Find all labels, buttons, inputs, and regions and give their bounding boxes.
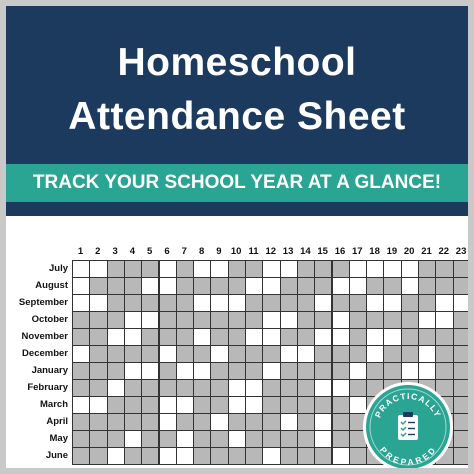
attendance-cell[interactable] [297,447,315,465]
attendance-cell[interactable] [176,311,194,329]
attendance-cell[interactable] [141,430,159,448]
month-row-label: December [22,348,68,359]
attendance-cell[interactable] [193,430,211,448]
attendance-cell[interactable] [89,328,107,346]
attendance-cell[interactable] [159,294,177,312]
attendance-cell[interactable] [366,362,384,380]
attendance-cell[interactable] [314,311,332,329]
attendance-cell[interactable] [332,311,350,329]
attendance-cell[interactable] [159,311,177,329]
attendance-cell[interactable] [107,396,125,414]
attendance-cell[interactable] [159,362,177,380]
attendance-cell[interactable] [107,379,125,397]
attendance-cell[interactable] [159,345,177,363]
attendance-cell[interactable] [262,311,280,329]
attendance-cell[interactable] [72,396,90,414]
attendance-cell[interactable] [418,294,436,312]
attendance-cell[interactable] [124,396,142,414]
day-column-header: 15 [317,246,328,257]
attendance-cell[interactable] [297,294,315,312]
day-column-header: 20 [403,246,415,257]
attendance-cell[interactable] [314,328,332,346]
attendance-cell[interactable] [193,413,211,431]
attendance-cell[interactable] [89,311,107,329]
attendance-cell[interactable] [193,345,211,363]
attendance-cell[interactable] [89,362,107,380]
attendance-cell[interactable] [228,362,246,380]
attendance-cell[interactable] [72,260,90,278]
attendance-cell[interactable] [107,294,125,312]
attendance-cell[interactable] [453,260,468,278]
month-row-label: April [46,416,68,427]
attendance-cell[interactable] [314,345,332,363]
attendance-cell[interactable] [228,345,246,363]
attendance-cell[interactable] [245,430,263,448]
attendance-cell[interactable] [383,294,401,312]
attendance-cell[interactable] [383,362,401,380]
attendance-cell[interactable] [193,260,211,278]
attendance-cell[interactable] [280,277,298,295]
attendance-cell[interactable] [297,413,315,431]
attendance-cell[interactable] [332,328,350,346]
attendance-cell[interactable] [280,447,298,465]
page-title [6,36,468,144]
attendance-cell[interactable] [453,447,468,465]
attendance-cell[interactable] [453,396,468,414]
attendance-cell[interactable] [210,379,228,397]
month-row-label: August [35,280,68,291]
attendance-cell[interactable] [383,311,401,329]
day-column-header: 5 [147,246,153,257]
attendance-cell[interactable] [228,396,246,414]
attendance-cell[interactable] [453,294,468,312]
attendance-cell[interactable] [245,260,263,278]
day-column-header: 18 [369,246,380,257]
month-row-label: February [27,382,68,393]
day-column-header: 1 [77,246,84,257]
attendance-cell[interactable] [383,345,401,363]
month-row-label: June [45,450,68,461]
attendance-cell[interactable] [89,379,107,397]
attendance-cell[interactable] [124,260,142,278]
attendance-cell[interactable] [418,311,436,329]
attendance-cell[interactable] [435,277,453,295]
attendance-cell[interactable] [280,328,298,346]
attendance-cell[interactable] [245,379,263,397]
attendance-cell[interactable] [89,294,107,312]
month-row-label: October [31,314,68,325]
attendance-cell[interactable] [72,379,90,397]
attendance-cell[interactable] [314,396,332,414]
attendance-cell[interactable] [280,362,298,380]
attendance-cell[interactable] [418,345,436,363]
attendance-cell[interactable] [107,260,125,278]
attendance-cell[interactable] [366,328,384,346]
attendance-cell[interactable] [124,294,142,312]
attendance-cell[interactable] [107,328,125,346]
attendance-cell[interactable] [401,345,419,363]
attendance-cell[interactable] [124,379,142,397]
attendance-cell[interactable] [366,277,384,295]
day-column-header: 9 [216,246,222,257]
attendance-cell[interactable] [245,362,263,380]
attendance-cell[interactable] [262,328,280,346]
attendance-cell[interactable] [176,277,194,295]
attendance-cell[interactable] [453,345,468,363]
attendance-cell[interactable] [332,345,350,363]
attendance-cell[interactable] [349,345,367,363]
day-column-header: 11 [248,246,259,257]
attendance-cell[interactable] [383,277,401,295]
attendance-cell[interactable] [72,430,90,448]
day-column-header: 7 [181,246,187,257]
seal-graphic [366,385,450,468]
attendance-cell[interactable] [401,328,419,346]
month-row-label: July [48,263,68,274]
attendance-cell[interactable] [159,328,177,346]
attendance-cell[interactable] [159,413,177,431]
attendance-cell[interactable] [228,328,246,346]
attendance-cell[interactable] [349,260,367,278]
attendance-cell[interactable] [124,362,142,380]
attendance-cell[interactable] [453,379,468,397]
attendance-cell[interactable] [176,413,194,431]
attendance-cell[interactable] [262,345,280,363]
attendance-cell[interactable] [418,362,436,380]
attendance-cell[interactable] [124,430,142,448]
attendance-cell[interactable] [159,447,177,465]
attendance-cell[interactable] [349,379,367,397]
attendance-cell[interactable] [401,260,419,278]
attendance-cell[interactable] [332,277,350,295]
attendance-cell[interactable] [297,328,315,346]
attendance-cell[interactable] [332,379,350,397]
attendance-cell[interactable] [72,328,90,346]
attendance-cell[interactable] [141,277,159,295]
attendance-cell[interactable] [72,311,90,329]
attendance-cell[interactable] [245,345,263,363]
attendance-cell[interactable] [210,447,228,465]
practically-prepared-seal [363,382,453,468]
attendance-cell[interactable] [435,311,453,329]
attendance-cell[interactable] [245,277,263,295]
attendance-cell[interactable] [314,430,332,448]
attendance-cell[interactable] [349,396,367,414]
attendance-cell[interactable] [72,345,90,363]
attendance-cell[interactable] [89,413,107,431]
attendance-cell[interactable] [332,396,350,414]
attendance-cell[interactable] [210,430,228,448]
day-column-header: 4 [129,246,136,257]
attendance-cell[interactable] [314,294,332,312]
attendance-cell[interactable] [401,311,419,329]
attendance-cell[interactable] [297,345,315,363]
attendance-cell[interactable] [107,430,125,448]
attendance-cell[interactable] [349,362,367,380]
day-column-header: 13 [282,246,294,257]
header-band [6,6,468,216]
attendance-cell[interactable] [228,260,246,278]
attendance-cell[interactable] [349,277,367,295]
attendance-cell[interactable] [453,362,468,380]
attendance-cell[interactable] [107,311,125,329]
title-line-1: Homeschool [117,41,357,84]
attendance-cell[interactable] [401,362,419,380]
attendance-cell[interactable] [332,447,350,465]
attendance-cell[interactable] [176,379,194,397]
attendance-cell[interactable] [297,379,315,397]
attendance-cell[interactable] [280,413,298,431]
attendance-cell[interactable] [245,396,263,414]
attendance-cell[interactable] [366,345,384,363]
attendance-cell[interactable] [141,345,159,363]
attendance-cell[interactable] [210,294,228,312]
attendance-cell[interactable] [176,447,194,465]
attendance-cell[interactable] [193,379,211,397]
seal-top-text: PRACTICALLY [372,390,444,420]
month-row-label: May [49,433,68,444]
attendance-cell[interactable] [193,311,211,329]
attendance-cell[interactable] [107,413,125,431]
attendance-cell[interactable] [280,345,298,363]
attendance-cell[interactable] [193,328,211,346]
month-row-label: November [21,331,68,342]
attendance-cell[interactable] [349,294,367,312]
day-column-header: 19 [386,246,398,257]
attendance-cell[interactable] [176,294,194,312]
attendance-cell[interactable] [124,311,142,329]
day-column-header: 17 [352,246,363,257]
day-column-header: 6 [164,246,170,257]
attendance-cell[interactable] [89,345,107,363]
day-column-header: 14 [300,246,311,257]
attendance-cell[interactable] [314,413,332,431]
attendance-cell[interactable] [418,328,436,346]
day-column-header: 10 [230,246,242,257]
attendance-cell[interactable] [262,430,280,448]
attendance-cell[interactable] [245,311,263,329]
attendance-cell[interactable] [280,379,298,397]
attendance-cell[interactable] [280,260,298,278]
attendance-cell[interactable] [314,379,332,397]
attendance-sheet-card [6,6,468,468]
day-column-header: 2 [95,246,101,257]
attendance-cell[interactable] [159,260,177,278]
attendance-cell[interactable] [176,345,194,363]
attendance-cell[interactable] [72,447,90,465]
attendance-cell[interactable] [262,362,280,380]
attendance-cell[interactable] [107,277,125,295]
attendance-cell[interactable] [176,430,194,448]
attendance-cell[interactable] [453,413,468,431]
attendance-cell[interactable] [262,294,280,312]
seal-bottom-text: PREPARED [377,445,439,468]
attendance-cell[interactable] [453,311,468,329]
attendance-cell[interactable] [89,430,107,448]
attendance-cell[interactable] [89,277,107,295]
attendance-cell[interactable] [280,396,298,414]
attendance-cell[interactable] [297,277,315,295]
attendance-cell[interactable] [141,260,159,278]
attendance-cell[interactable] [262,260,280,278]
month-row-label: January [31,365,68,376]
attendance-cell[interactable] [176,260,194,278]
attendance-cell[interactable] [228,447,246,465]
attendance-cell[interactable] [245,413,263,431]
attendance-cell[interactable] [366,294,384,312]
day-column-header: 23 [455,246,467,257]
attendance-cell[interactable] [176,362,194,380]
attendance-cell[interactable] [280,311,298,329]
attendance-cell[interactable] [107,447,125,465]
attendance-cell[interactable] [124,345,142,363]
attendance-cell[interactable] [435,345,453,363]
attendance-cell[interactable] [124,447,142,465]
attendance-cell[interactable] [141,294,159,312]
attendance-cell[interactable] [141,311,159,329]
attendance-cell[interactable] [228,379,246,397]
attendance-cell[interactable] [193,294,211,312]
day-column-header: 12 [265,246,277,257]
attendance-cell[interactable] [159,430,177,448]
attendance-cell[interactable] [245,294,263,312]
attendance-cell[interactable] [72,277,90,295]
attendance-cell[interactable] [193,362,211,380]
attendance-cell[interactable] [435,294,453,312]
day-column-header: 3 [112,246,118,257]
attendance-cell[interactable] [141,379,159,397]
tagline-banner: TRACK YOUR SCHOOL YEAR AT A GLANCE! [6,164,468,202]
attendance-cell[interactable] [349,328,367,346]
attendance-cell[interactable] [349,311,367,329]
attendance-cell[interactable] [314,447,332,465]
attendance-cell[interactable] [366,311,384,329]
attendance-cell[interactable] [435,260,453,278]
attendance-cell[interactable] [366,260,384,278]
attendance-cell[interactable] [141,447,159,465]
attendance-cell[interactable] [280,430,298,448]
attendance-cell[interactable] [401,294,419,312]
attendance-cell[interactable] [262,277,280,295]
day-column-header: 22 [438,246,450,257]
month-row-label: March [40,399,68,410]
attendance-cell[interactable] [245,447,263,465]
attendance-cell[interactable] [332,362,350,380]
attendance-cell[interactable] [193,396,211,414]
attendance-cell[interactable] [124,277,142,295]
clipboard-checklist-icon [398,412,418,440]
attendance-cell[interactable] [453,277,468,295]
attendance-cell[interactable] [314,362,332,380]
attendance-cell[interactable] [297,362,315,380]
attendance-cell[interactable] [176,328,194,346]
attendance-cell[interactable] [332,260,350,278]
attendance-cell[interactable] [124,328,142,346]
attendance-cell[interactable] [159,379,177,397]
attendance-cell[interactable] [332,430,350,448]
attendance-cell[interactable] [89,260,107,278]
attendance-cell[interactable] [332,294,350,312]
day-column-header: 16 [334,246,346,257]
svg-text:PREPARED [378,445,439,467]
attendance-cell[interactable] [89,447,107,465]
attendance-cell[interactable] [193,277,211,295]
title-line-2: Attendance Sheet [68,95,406,138]
attendance-cell[interactable] [210,413,228,431]
attendance-cell[interactable] [262,413,280,431]
attendance-cell[interactable] [262,396,280,414]
attendance-cell[interactable] [297,396,315,414]
attendance-cell[interactable] [210,277,228,295]
attendance-cell[interactable] [245,328,263,346]
attendance-cell[interactable] [383,328,401,346]
attendance-cell[interactable] [193,447,211,465]
attendance-cell[interactable] [72,294,90,312]
attendance-cell[interactable] [159,396,177,414]
attendance-cell[interactable] [210,328,228,346]
attendance-cell[interactable] [228,413,246,431]
attendance-cell[interactable] [176,396,194,414]
month-row-label: September [18,297,68,308]
attendance-cell[interactable] [107,345,125,363]
attendance-cell[interactable] [228,430,246,448]
attendance-cell[interactable] [89,396,107,414]
attendance-cell[interactable] [210,396,228,414]
attendance-cell[interactable] [435,362,453,380]
attendance-cell[interactable] [401,277,419,295]
day-column-header: 8 [198,246,205,257]
attendance-cell[interactable] [297,430,315,448]
attendance-cell[interactable] [332,413,350,431]
attendance-cell[interactable] [297,311,315,329]
attendance-cell[interactable] [210,311,228,329]
attendance-cell[interactable] [280,294,298,312]
attendance-cell[interactable] [453,430,468,448]
attendance-cell[interactable] [228,294,246,312]
attendance-cell[interactable] [72,413,90,431]
day-column-header: 21 [421,246,432,257]
attendance-cell[interactable] [453,328,468,346]
attendance-cell[interactable] [262,379,280,397]
attendance-cell[interactable] [262,447,280,465]
attendance-cell[interactable] [435,328,453,346]
attendance-cell[interactable] [418,260,436,278]
attendance-cell[interactable] [349,447,367,465]
attendance-cell[interactable] [210,260,228,278]
attendance-cell[interactable] [159,277,177,295]
attendance-cell[interactable] [383,260,401,278]
attendance-cell[interactable] [141,413,159,431]
attendance-cell[interactable] [72,362,90,380]
attendance-cell[interactable] [418,277,436,295]
attendance-cell[interactable] [141,362,159,380]
attendance-cell[interactable] [107,362,125,380]
attendance-cell[interactable] [124,413,142,431]
attendance-cell[interactable] [141,396,159,414]
attendance-cell[interactable] [210,345,228,363]
attendance-cell[interactable] [228,277,246,295]
attendance-cell[interactable] [297,260,315,278]
attendance-cell[interactable] [314,277,332,295]
attendance-cell[interactable] [314,260,332,278]
attendance-cell[interactable] [141,328,159,346]
attendance-cell[interactable] [210,362,228,380]
attendance-cell[interactable] [228,311,246,329]
